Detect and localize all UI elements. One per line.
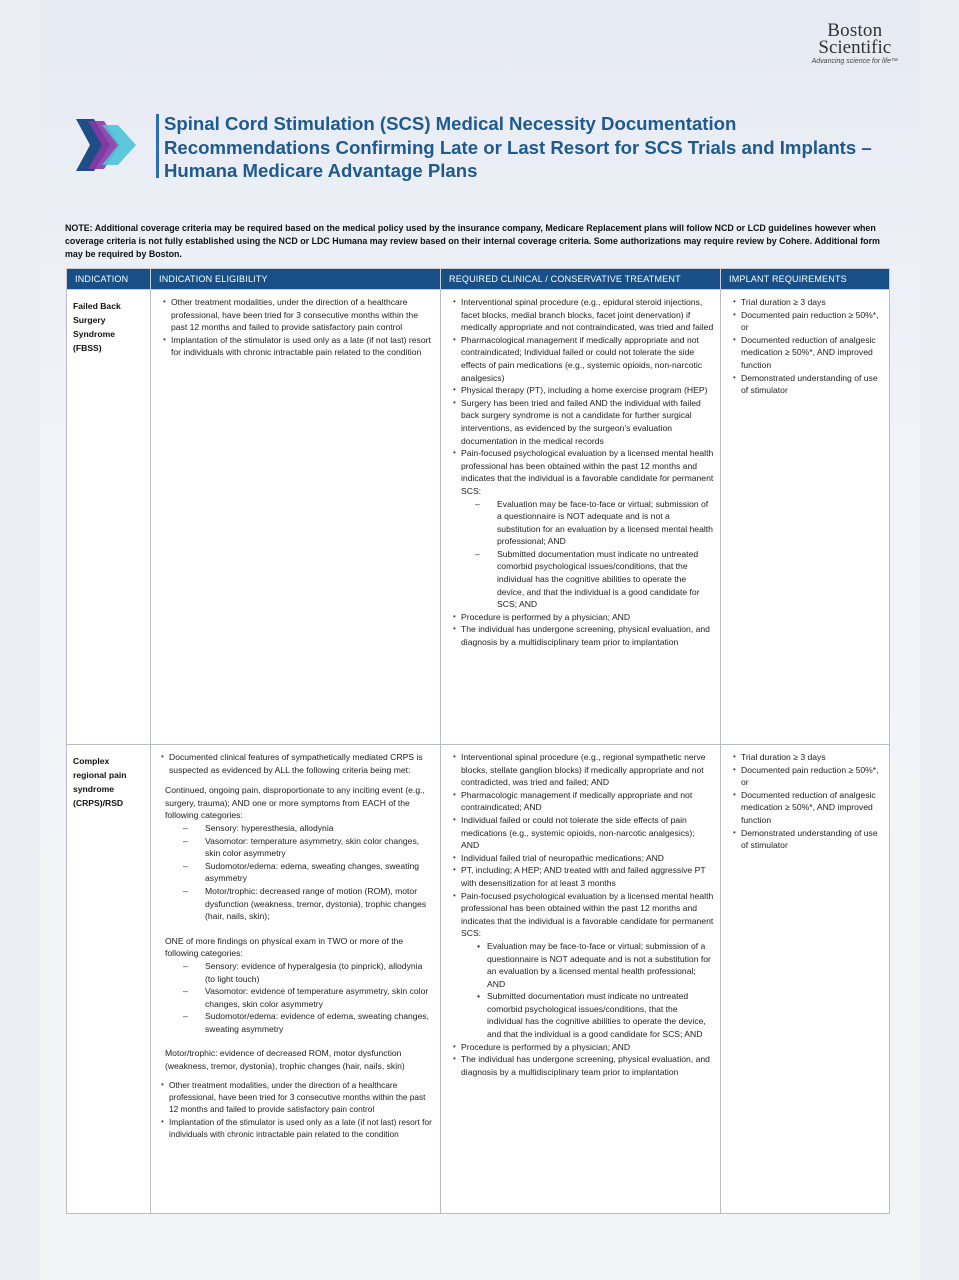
sub-list-item: – Submitted documentation must indicate no untreated comorbid psychological issues/conditions, that the individual has the cognitive abilities to operate the device, and that the individual is a good candidate for SCS; AND xyxy=(457,548,714,611)
sub-list-item: • Evaluation may be face-to-face or virtual; submission of a questionnaire is NOT adequate and is not a substitution for an evaluation by a licensed mental health professional; AND xyxy=(453,940,714,990)
implant-cell xyxy=(721,745,890,1214)
list-item: • Interventional spinal procedure (e.g., epidural steroid injections, facet blocks, medial branch blocks, facet joint denervation) if medically appropriate and not contraindicated, was tried and failed xyxy=(453,296,714,334)
paragraph: ONE of more findings on physical exam in TWO or more of the following categories: xyxy=(165,935,404,959)
table-row-crps xyxy=(67,745,890,1214)
paragraph: Continued, ongoing pain, disproportionate to any inciting event (e.g., surgery, trauma); AND one or more symptoms from EACH of the following categories: xyxy=(165,785,425,821)
list-item: • Trial duration ≥ 3 days xyxy=(733,751,883,764)
list-item: • Procedure is performed by a physician; AND xyxy=(453,611,714,624)
list-item: • Pain-focused psychological evaluation by a licensed mental health professional has been obtained within the past 12 months and indicates that the individual is a favorable candidate for permanent SCS: xyxy=(453,890,714,940)
header-implant-requirements: IMPLANT REQUIREMENTS xyxy=(721,269,890,290)
logo-tagline: Advancing science for life™ xyxy=(811,58,898,65)
indication-cell: Complex regional pain syndrome (CRPS)/RSD xyxy=(67,745,151,1214)
paragraph: Motor/trophic: evidence of decreased ROM, motor dysfunction (weakness, tremor, dystonia), trophic changes (hair, nails, skin) xyxy=(165,1048,405,1072)
list-item: • Documented pain reduction ≥ 50%*, or xyxy=(733,764,883,789)
list-item: • Implantation of the stimulator is used only as a late (if not last) resort for individuals with chronic intractable pain related to the condition xyxy=(161,1116,434,1141)
eligibility-cell xyxy=(151,745,441,1214)
sub-list-item: – Evaluation may be face-to-face or virtual; submission of a questionnaire is NOT adequate and is not a substitution for an evaluation by a licensed mental health professional; AND xyxy=(457,498,714,548)
sub-list-item: – Vasomotor: temperature asymmetry, skin color changes, skin color asymmetry xyxy=(165,835,434,860)
treatment-cell xyxy=(441,745,721,1214)
sub-list-item: • Submitted documentation must indicate no untreated comorbid psychological issues/conditions, that the individual has the cognitive abilities to operate the device, and that the individual is a good candidate for SCS; AND xyxy=(453,990,714,1040)
criteria-table xyxy=(66,268,890,1214)
list-item: • Pharmacologic management if medically appropriate and not contraindicated; AND xyxy=(453,789,714,814)
list-item: • PT, including; A HEP; AND treated with and failed aggressive PT with desensitization for at least 3 months xyxy=(453,864,714,889)
list-item: • Pharmacological management if medically appropriate and not contraindicated; Individual failed or could not tolerate the side effects of pain medications (e.g., systemic opioids, non-narcotic analgesics) xyxy=(453,334,714,384)
list-item: • Pain-focused psychological evaluation by a licensed mental health professional has been obtained within the past 12 months and indicates that the individual is a favorable candidate for permanent SCS: xyxy=(453,447,714,497)
sub-list-item: – Sensory: evidence of hyperalgesia (to pinprick), allodynia (to light touch) xyxy=(165,960,434,985)
list-item: • The individual has undergone screening, physical evaluation, and diagnosis by a multidisciplinary team prior to implantation xyxy=(453,1053,714,1078)
list-item: • Other treatment modalities, under the direction of a healthcare professional, have been tried for 3 consecutive months within the past 12 months and failed to provide satisfactory pain control xyxy=(163,296,434,334)
page-title: Spinal Cord Stimulation (SCS) Medical Necessity Documentation Recommendations Confirming Late or Last Resort for SCS Trials and Implants – Humana Medicare Advantage Plans xyxy=(164,113,872,181)
implant-cell xyxy=(721,290,890,745)
list-item: • Individual failed trial of neuropathic medications; AND xyxy=(453,852,714,865)
sub-list-item: – Motor/trophic: decreased range of motion (ROM), motor dysfunction (weakness, tremor, dystonia), trophic changes (hair, nails, skin); xyxy=(165,885,434,923)
eligibility-cell xyxy=(151,290,441,745)
header-indication: INDICATION xyxy=(67,269,151,290)
sub-list-item: – Vasomotor: evidence of temperature asymmetry, skin color changes, skin color asymmetry xyxy=(165,985,434,1010)
list-item: • Demonstrated understanding of use of stimulator xyxy=(733,372,883,397)
treatment-cell xyxy=(441,290,721,745)
table-row-fbss xyxy=(67,290,890,745)
logo-line-2: Scientific xyxy=(818,37,892,58)
list-item: • Implantation of the stimulator is used only as a late (if not last) resort for individuals with chronic intractable pain related to the condition xyxy=(163,334,434,359)
list-item: • Individual failed or could not tolerate the side effects of pain medications (e.g., systemic opioids, non-narcotic analgesics); AND xyxy=(453,814,714,852)
document-page xyxy=(40,0,920,1280)
logo-line-1: Boston xyxy=(827,20,883,41)
list-item: • Trial duration ≥ 3 days xyxy=(733,296,883,309)
list-item: • Physical therapy (PT), including a home exercise program (HEP) xyxy=(453,384,714,397)
list-item: • Documented reduction of analgesic medication ≥ 50%*, AND improved function xyxy=(733,334,883,372)
list-item: • Documented pain reduction ≥ 50%*, or xyxy=(733,309,883,334)
list-item: • Other treatment modalities, under the direction of a healthcare professional, have been tried for 3 consecutive months within the past 12 months and failed to provide satisfactory pain control xyxy=(161,1079,434,1116)
list-item: • Documented clinical features of sympathetically mediated CRPS is suspected as evidenced by ALL the following criteria being met: xyxy=(161,751,434,776)
sub-list-item: – Sudomotor/edema: edema, sweating changes, sweating asymmetry xyxy=(165,860,434,885)
list-item: • Documented reduction of analgesic medication ≥ 50%*, AND improved function xyxy=(733,789,883,827)
sub-list-item: – Sensory: hyperesthesia, allodynia xyxy=(165,822,434,835)
indication-cell: Failed Back Surgery Syndrome (FBSS) xyxy=(67,290,151,745)
header-required-treatment: REQUIRED CLINICAL / CONSERVATIVE TREATMENT xyxy=(441,269,721,290)
coverage-note: NOTE: Additional coverage criteria may be required based on the medical policy used by the insurance company, Medicare Replacement plans will follow NCD or LCD guidelines however when coverage criteria is not fully established using the NCD or LDC Humana may review based on their internal coverage criteria. Some authorizations may require review by Cohere. Additional form may be required by Boston. xyxy=(65,223,880,260)
list-item: • Surgery has been tried and failed AND the individual with failed back surgery syndrome is not a candidate for further surgical interventions, as evidenced by the surgeon’s evaluation documentation in the medical records xyxy=(453,397,714,447)
list-item: • Interventional spinal procedure (e.g., regional sympathetic nerve blocks, stellate ganglion blocks) if medically appropriate and not contradicted, was tried and failed; AND xyxy=(453,751,714,789)
chevron-logo-icon xyxy=(76,119,146,171)
list-item: • The individual has undergone screening, physical evaluation, and diagnosis by a multidisciplinary team prior to implantation xyxy=(453,623,714,648)
table-header-row xyxy=(67,269,890,290)
title-accent-bar xyxy=(156,114,159,178)
list-item: • Demonstrated understanding of use of stimulator xyxy=(733,827,883,852)
boston-scientific-logo xyxy=(812,22,898,65)
list-item: • Procedure is performed by a physician; AND xyxy=(453,1041,714,1054)
sub-list-item: – Sudomotor/edema: evidence of edema, sweating changes, sweating asymmetry xyxy=(165,1010,434,1035)
header-indication-eligibility: INDICATION ELIGIBILITY xyxy=(151,269,441,290)
